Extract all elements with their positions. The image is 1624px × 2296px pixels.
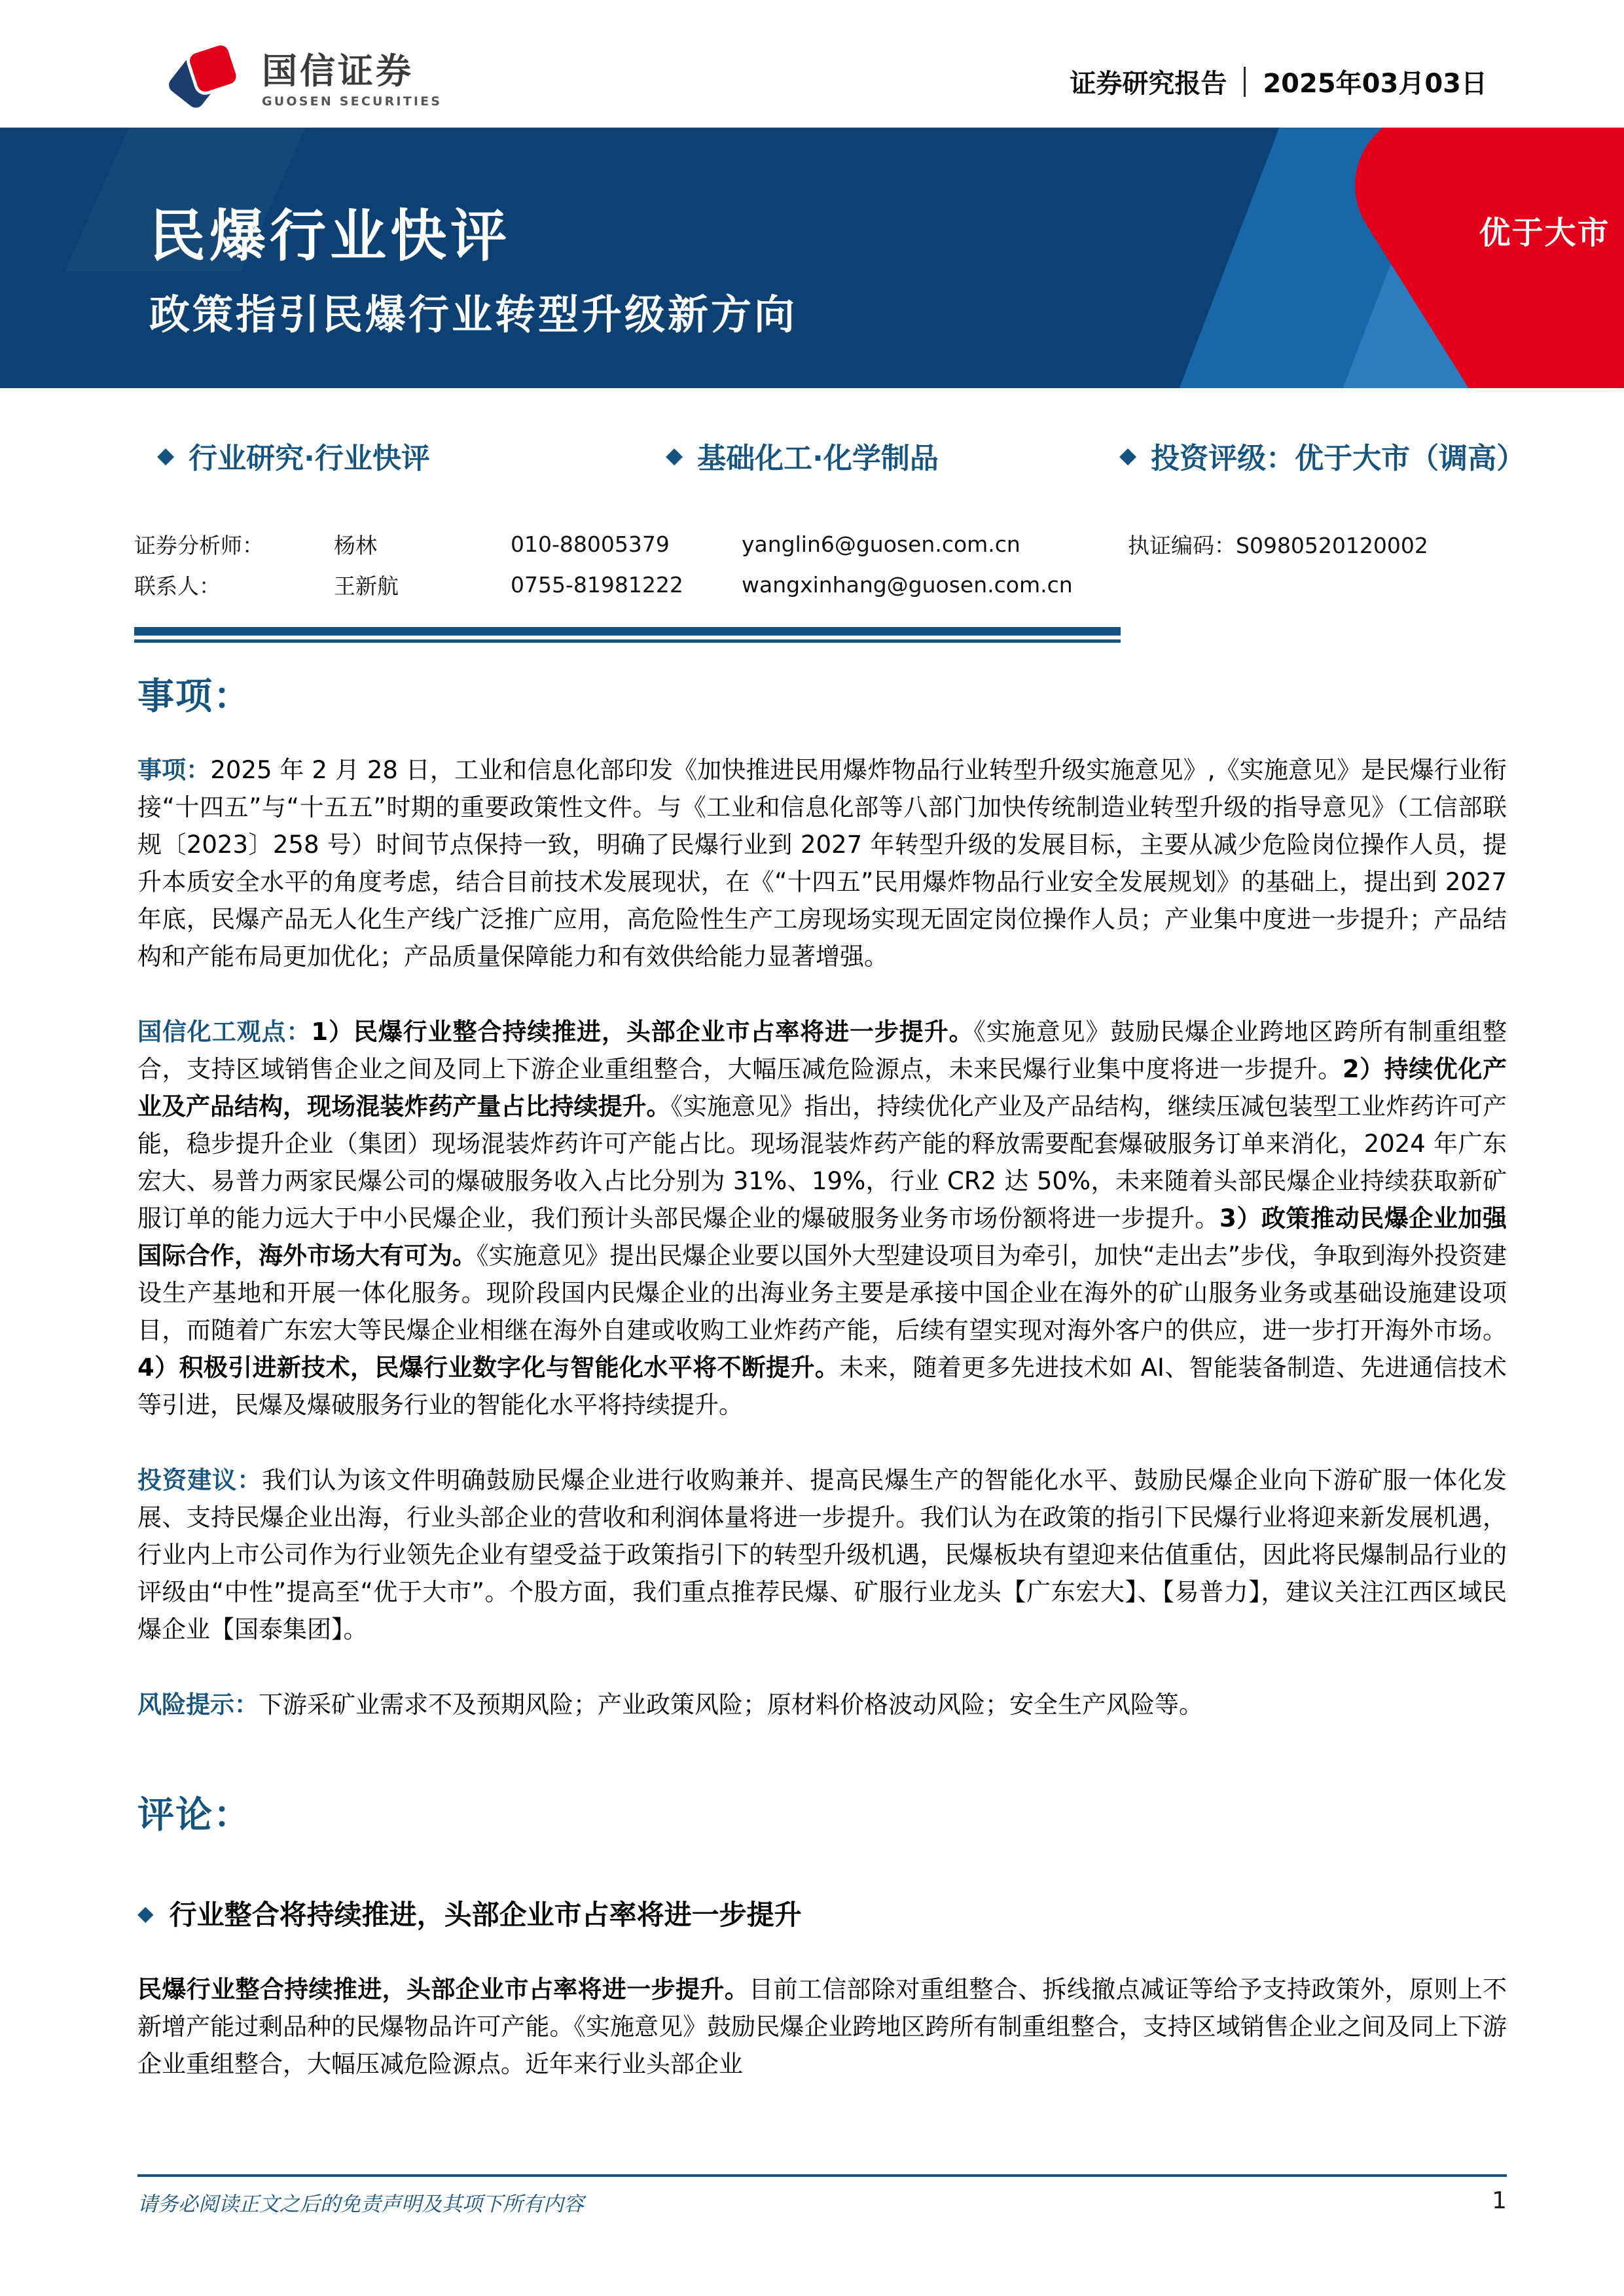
industry-classification: [157, 435, 430, 476]
paragraph-risk-warning: 风险提示：下游采矿业需求不及预期风险；产业政策风险；原材料价格波动风险；安全生产风险等。: [137, 1691, 1203, 1719]
report-meta: [1070, 63, 1487, 100]
comment-subheading: [137, 1893, 1507, 1933]
diamond-icon: ◆: [157, 442, 175, 469]
contact-name: 王新航: [334, 573, 399, 599]
page-footer: [137, 2174, 1507, 2217]
footer-disclaimer: 请务必阅读正文之后的免责声明及其项下所有内容: [137, 2193, 584, 2216]
diamond-icon: ◆: [137, 1901, 154, 1926]
title-banner: [0, 128, 1624, 388]
investment-rating-label: 投资评级：优于大市（调高）: [1151, 442, 1526, 475]
report-date: 2025年03月03日: [1263, 69, 1487, 99]
contact-role: 联系人：: [134, 573, 221, 599]
guosen-logo-icon: [152, 41, 250, 120]
rating-badge: 优于大市: [1479, 215, 1610, 251]
sector-classification: [666, 435, 939, 476]
report-body: [137, 668, 1507, 2083]
paragraph-viewpoint: 国信化工观点：1）民爆行业整合持续推进，头部企业市占率将进一步提升。《实施意见》鼓励民爆企业跨地区跨所有制重组整合，支持区域销售企业之间及同上下游企业重组整合，大幅压减危险源点，未来民爆行业集中度将进一步提升。2）持续优化产业及产品结构，现场混装炸药产量占比持续提升。《实施意见》指出，持续优化产业及产品结构，继续压减包装型工业炸药许可产能，稳步提升企业（集团）现场混装炸药许可产能占比。现场混装炸药产能的释放需要配套爆破服务订单来消化，2024 年广东宏大、易普力两家民爆公司的爆破服务收入占比分别为 31%、19%，行业 CR2 达 50%，未来随着头部民爆企业持续获取新矿服订单的能力远大于中小民爆企业，我们预计头部民爆企业的爆破服务业务市场份额将进一步提升。3）政策推动民爆企业加强国际合作，海外市场大有可为。《实施意见》提出民爆企业要以国外大型建设项目为牵引，加快“走出去”步伐，争取到海外投资建设生产基地和开展一体化服务。现阶段国内民爆企业的出海业务主要是承接中国企业在海外的矿山服务业务或基础设施建设项目，而随着广东宏大等民爆企业相继在海外自建或收购工业炸药产能，后续有望实现对海外客户的供应，进一步打开海外市场。4）积极引进新技术，民爆行业数字化与智能化水平将不断提升。未来，随着更多先进技术如 AI、智能装备制造、先进通信技术等引进，民爆及爆破服务行业的智能化水平将持续提升。: [137, 1018, 1507, 1419]
comment-subheading-label: 行业整合将持续推进，头部企业市占率将进一步提升: [169, 1899, 802, 1931]
analyst-email: yanglin6@guosen.com.cn: [742, 531, 1020, 557]
report-subtitle: 政策指引民爆行业转型升级新方向: [149, 291, 798, 338]
sector-classification-label: 基础化工·化学制品: [697, 442, 939, 475]
paragraph-shixiang: 事项：2025 年 2 月 28 日，工业和信息化部印发《加快推进民用爆炸物品行业转型升级实施意见》,《实施意见》是民爆行业衔接“十四五”与“十五五”时期的重要政策性文件。与《工业和信息化部等八部门加快传统制造业转型升级的指导意见》（工信部联规〔2023〕258 号）时间节点保持一致，明确了民爆行业到 2027 年转型升级的发展目标，主要从减少危险岗位操作人员，提升本质安全水平的角度考虑，结合目前技术发展现状，在《“十四五”民用爆炸物品行业安全发展规划》的基础上，提出到 2027 年底，民爆产品无人化生产线广泛推广应用，高危险性生产工房现场实现无固定岗位操作人员；产业集中度进一步提升；产品结构和产能布局更加优化；产品质量保障能力和有效供给能力显著增强。: [137, 756, 1507, 971]
analyst-role: 证券分析师：: [134, 532, 264, 558]
report-title: 民爆行业快评: [149, 204, 511, 269]
contact-row: [134, 564, 1509, 605]
divider-thick-bar: [134, 627, 1121, 636]
brand-name-en: GUOSEN SECURITIES: [262, 94, 442, 109]
analyst-row: [134, 524, 1509, 564]
header-separator: [1244, 67, 1246, 97]
report-type-label: 证券研究报告: [1070, 69, 1227, 99]
brand-logo: [152, 41, 442, 120]
paragraph-comment: 民爆行业整合持续推进，头部企业市占率将进一步提升。目前工信部除对重组整合、拆线撤点减证等给予支持政策外，原则上不新增产能过剩品种的民爆物品许可产能。《实施意见》鼓励民爆企业跨地区跨所有制重组整合，支持区域销售企业之间及同上下游企业重组整合，大幅压减危险源点。近年来行业头部企业: [137, 1975, 1507, 2078]
analyst-phone: 010-88005379: [511, 531, 670, 557]
analyst-name: 杨林: [334, 532, 377, 558]
industry-classification-label: 行业研究·行业快评: [189, 442, 430, 475]
diamond-icon: ◆: [1119, 442, 1137, 469]
diamond-icon: ◆: [666, 442, 683, 469]
divider-thin-bar: [134, 639, 1121, 643]
classification-row: [0, 435, 1624, 474]
brand-name-cn: 国信证券: [262, 50, 414, 92]
analyst-block: [134, 524, 1509, 605]
section-heading-pinglun: 评论：: [137, 1794, 251, 1837]
contact-email: wangxinhang@guosen.com.cn: [742, 571, 1073, 598]
section-divider: [134, 627, 1121, 643]
section-heading-shixiang: 事项：: [137, 675, 251, 718]
contact-phone: 0755-81981222: [511, 571, 683, 598]
investment-rating: [1119, 435, 1525, 476]
brand-text: [262, 50, 442, 109]
analyst-cert: 执证编码：S0980520120002: [1128, 532, 1428, 558]
page-header: [0, 38, 1624, 123]
paragraph-investment-advice: 投资建议：我们认为该文件明确鼓励民爆企业进行收购兼并、提高民爆生产的智能化水平、鼓励民爆企业向下游矿服一体化发展、支持民爆企业出海，行业头部企业的营收和利润体量将进一步提升。我们认为在政策的指引下民爆行业将迎来新发展机遇，行业内上市公司作为行业领先企业有望受益于政策指引下的转型升级机遇，民爆板块有望迎来估值重估，因此将民爆制品行业的评级由“中性”提高至“优于大市”。个股方面，我们重点推荐民爆、矿服行业龙头【广东宏大】、【易普力】，建议关注江西区域民爆企业【国泰集团】。: [137, 1466, 1507, 1643]
page-number: 1: [1492, 2187, 1507, 2214]
